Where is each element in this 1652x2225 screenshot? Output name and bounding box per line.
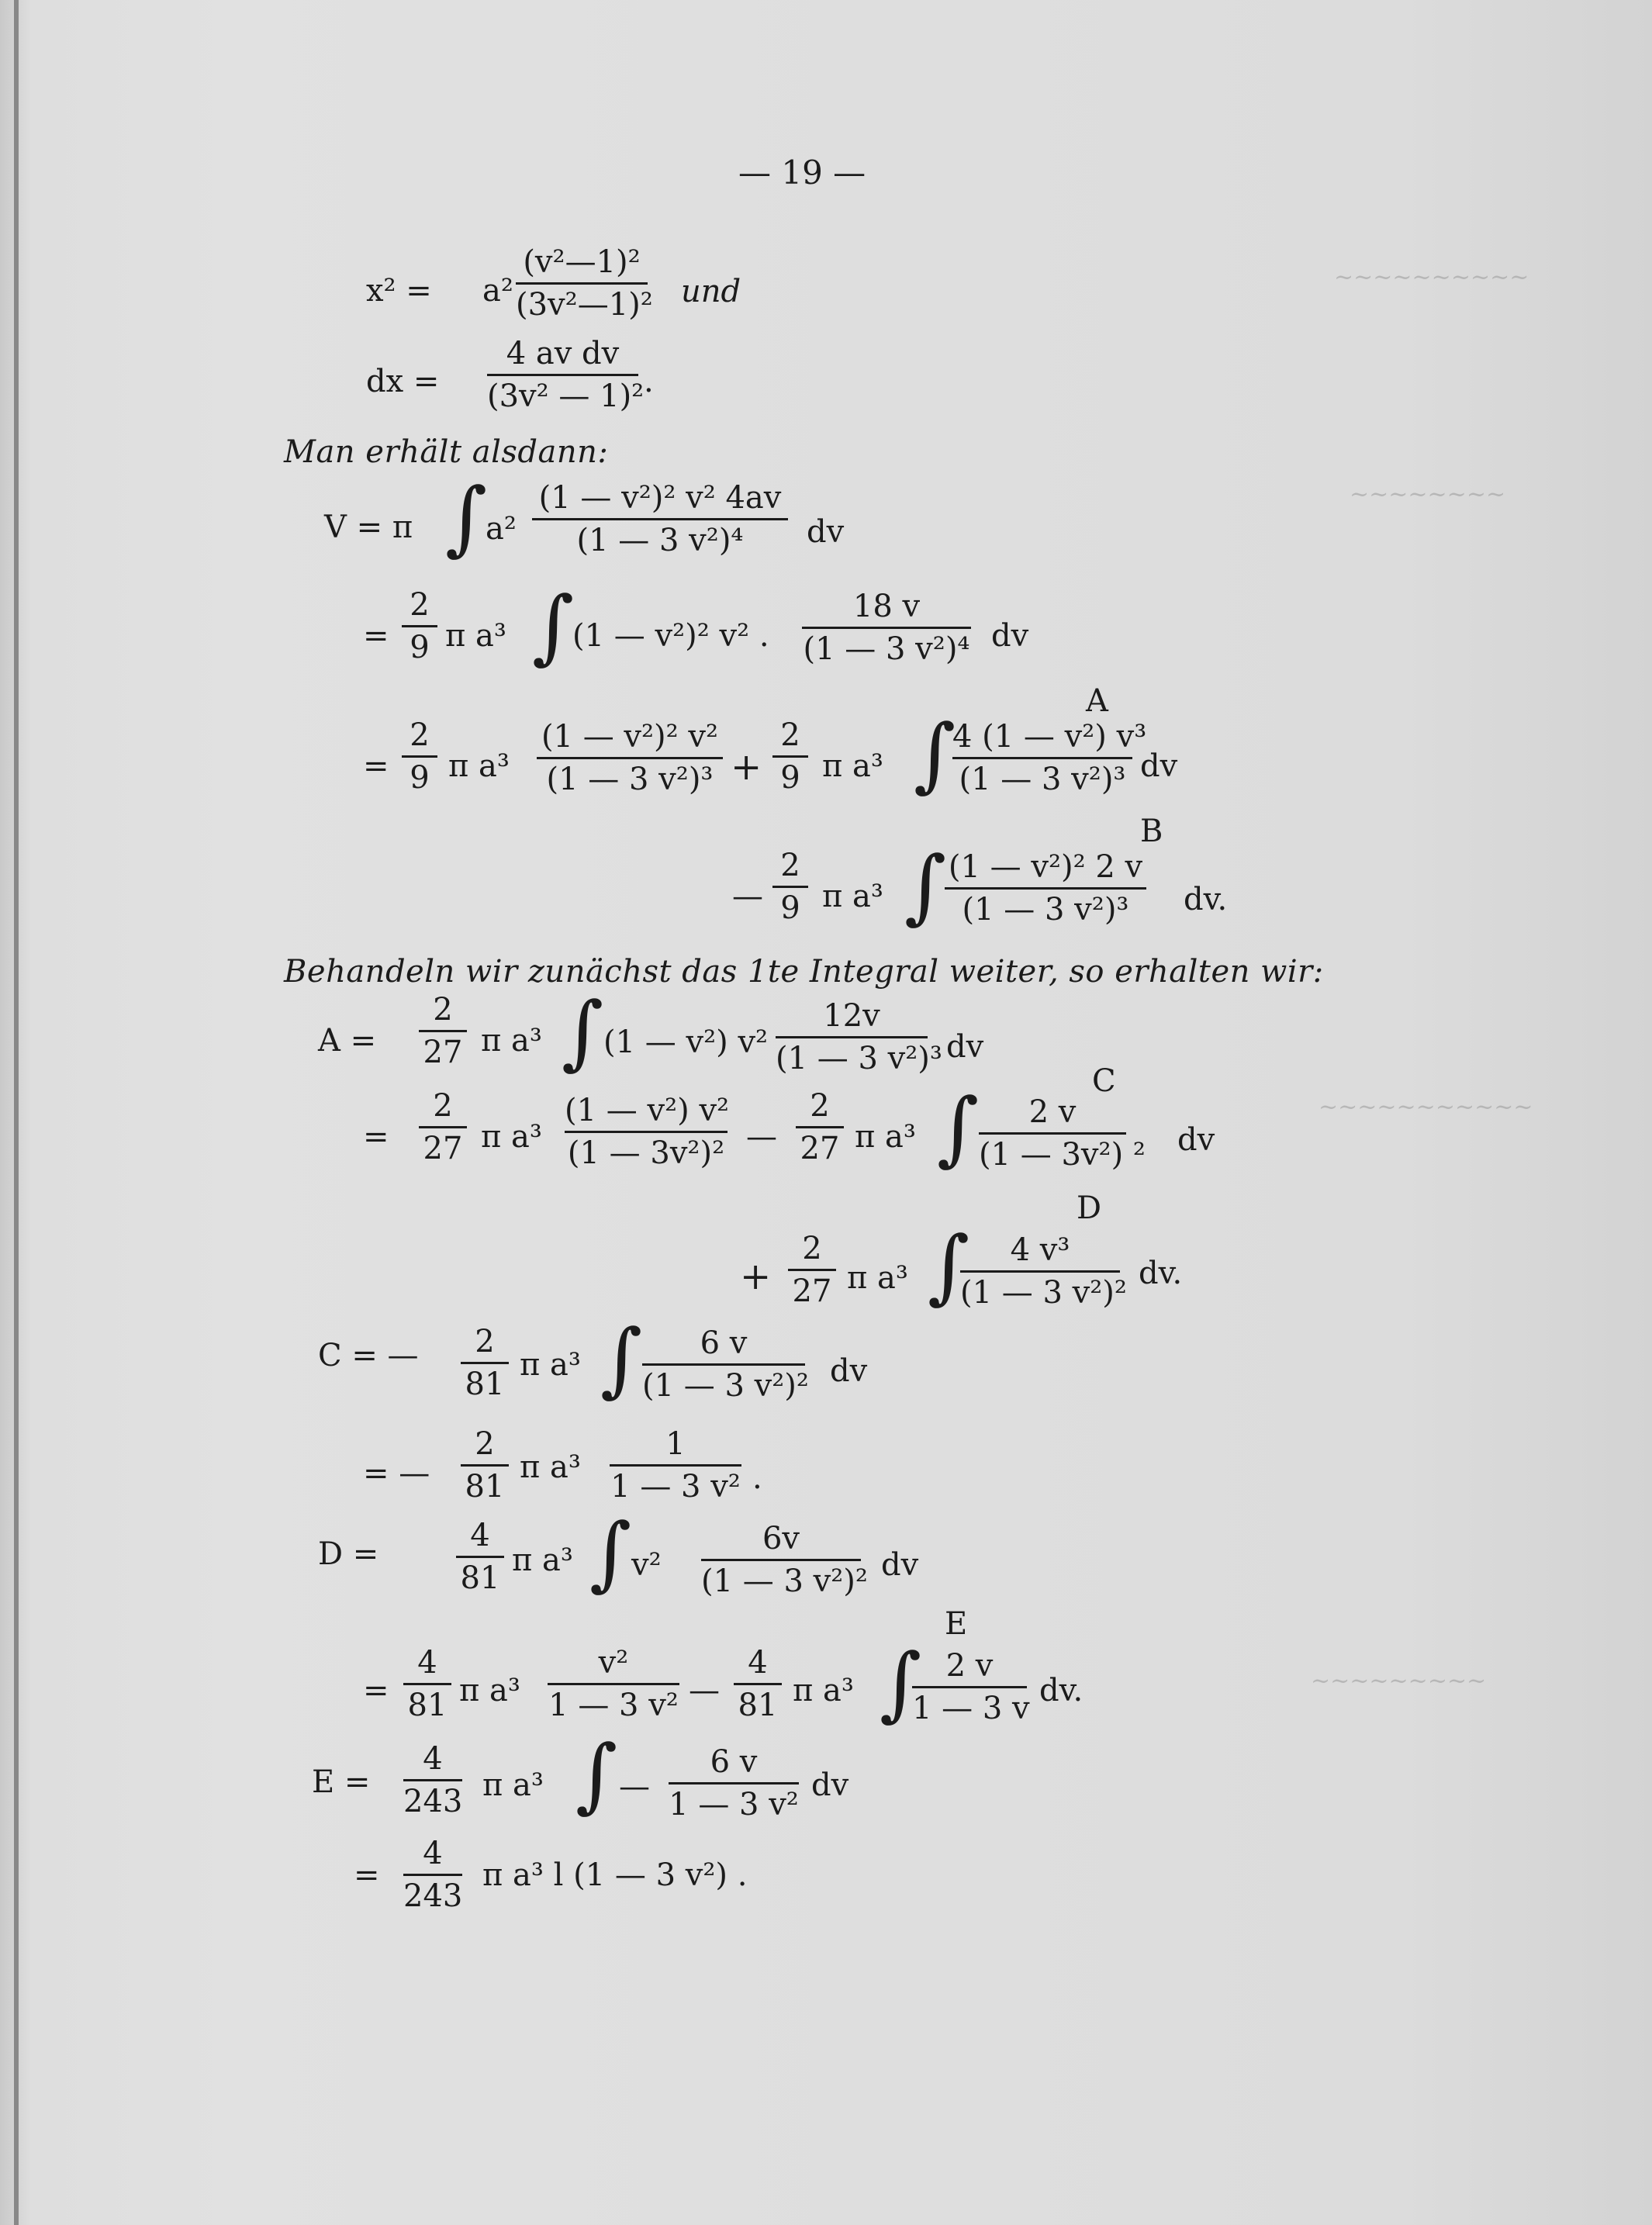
eqD1-mid: v² <box>631 1547 662 1583</box>
eqV1-fraction <box>532 482 788 556</box>
eqD2-coef: π a³ <box>459 1673 520 1708</box>
eqD2-factor-num: 4 <box>417 1645 437 1681</box>
eqE1-lhs: E = <box>312 1764 371 1800</box>
eqV4-dv: dv. <box>1184 882 1228 917</box>
label-B: B <box>1140 814 1163 849</box>
eqC2-numerator: 1 <box>665 1426 686 1462</box>
integral-sign: ∫ <box>600 1311 643 1406</box>
eqD2-dv: dv. <box>1039 1673 1083 1708</box>
eqC1-factor <box>461 1326 509 1400</box>
eqA1-lhs: A = <box>318 1023 377 1059</box>
eqV1-denominator: (1 — 3 v²)⁴ <box>532 518 788 556</box>
eqE2-factor-den: 243 <box>403 1874 462 1912</box>
eqC1-fraction <box>642 1325 809 1404</box>
eqV3-coef: π a³ <box>448 748 510 784</box>
eqA3-plus: + <box>740 1255 772 1298</box>
eqV3-denominator1: (1 — 3 v²)³ <box>537 757 723 795</box>
eq1-und: und <box>681 274 741 309</box>
bleed-through-text: ~~~~~~~~~~ <box>1334 264 1529 291</box>
integral-sign: ∫ <box>928 1218 970 1313</box>
eqV2-dv: dv <box>991 618 1029 654</box>
eqA2-minus: — <box>746 1119 777 1155</box>
label-E: E <box>945 1606 968 1642</box>
bleed-through-text: ~~~~~~~~~ <box>1311 1667 1487 1695</box>
eqA2-factor-num: 2 <box>433 1088 453 1124</box>
eqA3-fraction <box>960 1232 1127 1311</box>
eqA3-factor-num: 2 <box>802 1231 822 1266</box>
eqA2-factor2-num: 2 <box>810 1088 830 1124</box>
eqA2-factor2-den: 27 <box>796 1126 844 1164</box>
eqC2-coef: π a³ <box>520 1449 581 1485</box>
eqA2-numerator1: (1 — v²) v² <box>565 1093 730 1128</box>
eqV2-factor-den: 9 <box>402 625 437 663</box>
eqV2-mid: (1 — v²)² v² . <box>572 618 769 654</box>
eq2-lhs: dx = <box>366 364 440 399</box>
eqD2-minus: — <box>689 1673 720 1708</box>
bleed-through-text: ~~~~~~~~~~~ <box>1318 1093 1533 1121</box>
eqV4-fraction <box>945 849 1146 928</box>
eqC1-coef: π a³ <box>520 1347 581 1383</box>
eqV3-lhs: = <box>363 748 389 784</box>
eqA2-lhs: = <box>363 1119 389 1155</box>
eq1-lhs: x² = <box>366 273 432 309</box>
integral-sign: ∫ <box>937 1080 980 1175</box>
eqC2-end: . <box>752 1460 762 1496</box>
eqV2-numerator: 18 v <box>852 589 921 624</box>
eqV1-numerator: (1 — v²)² v² 4av <box>538 480 782 516</box>
eqE2-lhs: = <box>354 1857 380 1893</box>
eqV4-factor-den: 9 <box>772 886 808 924</box>
eqE1-dv: dv <box>811 1767 849 1803</box>
eqD1-coef: π a³ <box>512 1543 573 1578</box>
eqV2-denominator: (1 — 3 v²)⁴ <box>802 627 971 665</box>
integral-sign: ∫ <box>904 838 947 933</box>
eqA2-dv: dv <box>1177 1122 1215 1158</box>
eqD2-numerator2: 2 v <box>945 1648 994 1684</box>
eq1-fraction <box>516 244 653 323</box>
eq1-coef: a² <box>482 273 513 309</box>
eqV2-lhs: = <box>363 618 389 654</box>
eqD2-numerator1: v² <box>598 1645 629 1681</box>
eqV1-coef: a² <box>486 511 517 547</box>
eqV3-fraction2 <box>952 719 1147 797</box>
eqD2-denominator2: 1 — 3 v <box>912 1686 1027 1724</box>
eqA1-dv: dv <box>946 1029 984 1065</box>
bleed-through-text: ~~~~~~~~ <box>1350 481 1506 508</box>
eqC2-fraction <box>610 1426 741 1505</box>
eqV3-factor2 <box>772 717 808 796</box>
eqA3-coef: π a³ <box>847 1260 908 1296</box>
eq2-end: . <box>644 364 654 399</box>
eqV3-denominator2: (1 — 3 v²)³ <box>952 757 1132 795</box>
eqC2-factor-num: 2 <box>475 1426 495 1462</box>
eq2-fraction <box>487 336 645 414</box>
eqE1-factor-num: 4 <box>423 1741 443 1777</box>
eqC1-dv: dv <box>830 1353 868 1389</box>
eqA1-factor <box>419 994 467 1068</box>
eqC2-factor <box>461 1426 509 1505</box>
text-man-erhaelt: Man erhält alsdann: <box>284 434 609 470</box>
eqD2-coef2: π a³ <box>793 1673 854 1708</box>
eqA2-denominator2: (1 — 3v²) ² <box>979 1132 1126 1170</box>
eqV3-factor2-num: 2 <box>780 717 800 753</box>
eqD1-lhs: D = <box>318 1536 379 1572</box>
eqV2-factor <box>402 589 437 663</box>
eqA3-dv: dv. <box>1139 1256 1183 1291</box>
eqV1-dv: dv <box>807 514 845 550</box>
eqE2-rest: π a³ l (1 — 3 v²) . <box>482 1857 748 1893</box>
eqV4-factor-num: 2 <box>780 848 800 883</box>
eq2-numerator: 4 av dv <box>506 336 620 371</box>
eqC1-factor-den: 81 <box>461 1362 509 1400</box>
integral-sign: ∫ <box>914 707 956 801</box>
eqA1-factor-den: 27 <box>419 1030 467 1068</box>
eqC2-lhs: = — <box>363 1456 430 1491</box>
eqA1-factor-num: 2 <box>433 992 453 1028</box>
eqD1-factor <box>456 1520 504 1594</box>
eqA3-denominator: (1 — 3 v²)² <box>960 1270 1120 1308</box>
eqV3-dv: dv <box>1140 748 1178 784</box>
eqA3-factor <box>788 1233 836 1307</box>
eqD2-denominator1: 1 — 3 v² <box>548 1683 679 1721</box>
eqA2-denominator1: (1 — 3v²)² <box>565 1131 728 1169</box>
eqV2-fraction <box>802 591 971 665</box>
eqD2-factor2 <box>734 1647 782 1721</box>
eqD1-denominator: (1 — 3 v²)² <box>701 1559 861 1597</box>
eqV4-coef: π a³ <box>822 879 883 914</box>
eqV2-coef: π a³ <box>445 618 506 654</box>
label-D: D <box>1077 1190 1102 1226</box>
eqA1-coef: π a³ <box>481 1023 542 1059</box>
eqC1-lhs: C = — <box>318 1338 419 1373</box>
eqV3-coef2: π a³ <box>822 748 883 784</box>
eqA2-factor <box>419 1090 467 1164</box>
eqV3-factor-num: 2 <box>410 717 430 753</box>
eqV3-plus: + <box>731 745 762 789</box>
eqD1-fraction <box>701 1521 868 1599</box>
eqV3-numerator2: 4 (1 — v²) v³ <box>952 719 1147 755</box>
eqV3-factor-den: 9 <box>402 755 437 793</box>
eqA2-factor-den: 27 <box>419 1126 467 1164</box>
label-C: C <box>1092 1063 1116 1099</box>
eqC1-numerator: 6 v <box>700 1325 748 1361</box>
integral-sign: ∫ <box>575 1727 618 1822</box>
integral-sign: ∫ <box>589 1505 632 1600</box>
eqC2-factor-den: 81 <box>461 1464 509 1502</box>
eqA2-fraction1 <box>565 1095 728 1169</box>
integral-sign: ∫ <box>562 984 604 1079</box>
eqE1-factor-den: 243 <box>403 1779 462 1817</box>
eqD2-factor2-num: 4 <box>748 1645 768 1681</box>
eqD2-fraction1 <box>548 1647 679 1721</box>
eqD2-factor2-den: 81 <box>734 1683 782 1721</box>
eqV4-factor <box>772 850 808 924</box>
eqD2-factor <box>403 1647 451 1721</box>
eqD1-factor-den: 81 <box>456 1556 504 1594</box>
binding-edge <box>14 0 19 2225</box>
eqV3-factor <box>402 717 437 796</box>
eqV4-minus: — <box>732 879 763 914</box>
eq1-denominator: (3v²—1)² <box>516 282 648 320</box>
eqA1-numerator: 12v <box>823 998 880 1034</box>
eqV3-numerator1: (1 — v²)² v² <box>541 719 719 755</box>
eqA2-numerator2: 2 v <box>1028 1094 1077 1130</box>
eqE2-factor <box>403 1838 462 1912</box>
eqA2-factor2 <box>796 1090 844 1164</box>
eqA2-coef2: π a³ <box>855 1119 916 1155</box>
eqD1-factor-num: 4 <box>470 1518 490 1553</box>
eqE1-coef: π a³ <box>482 1767 544 1803</box>
eqC2-denominator: 1 — 3 v² <box>610 1464 741 1502</box>
eqA2-fraction2 <box>979 1094 1146 1173</box>
page-number: — 19 — <box>738 154 866 192</box>
integral-sign: ∫ <box>532 579 575 673</box>
eqC1-denominator: (1 — 3 v²)² <box>642 1363 805 1401</box>
eqA3-numerator: 4 v³ <box>1010 1232 1070 1268</box>
integral-sign: ∫ <box>445 470 488 565</box>
eqV4-numerator: (1 — v²)² 2 v <box>948 849 1143 885</box>
eqA1-denominator: (1 — 3 v²)³ <box>776 1036 928 1074</box>
eqD2-fraction2 <box>912 1648 1030 1726</box>
eqV1-lhs: V = π <box>324 510 413 545</box>
eqE1-fraction <box>669 1746 799 1820</box>
eqE1-denominator: 1 — 3 v² <box>669 1782 799 1820</box>
eqA2-coef: π a³ <box>481 1119 542 1155</box>
eq1-numerator: (v²—1)² <box>523 244 641 280</box>
eqD1-numerator: 6v <box>762 1521 800 1556</box>
eqE2-factor-num: 4 <box>423 1836 443 1871</box>
integral-sign: ∫ <box>880 1636 922 1730</box>
text-behandeln: Behandeln wir zunächst das 1te Integral weiter, so erhalten wir: <box>284 954 1324 990</box>
eq2-denominator: (3v² — 1)² <box>487 374 638 412</box>
eqV3-factor2-den: 9 <box>772 755 808 793</box>
eqE1-mid: — <box>619 1769 650 1805</box>
eqD2-factor-den: 81 <box>403 1683 451 1721</box>
label-A: A <box>1086 683 1108 719</box>
eqA1-mid: (1 — v²) v² <box>603 1024 769 1060</box>
eqD1-dv: dv <box>881 1547 919 1583</box>
eqV2-factor-num: 2 <box>410 587 430 623</box>
eqD2-lhs: = <box>363 1673 389 1708</box>
eqA1-fraction <box>776 998 942 1076</box>
eqC1-factor-num: 2 <box>475 1324 495 1360</box>
eqE1-factor <box>403 1743 462 1817</box>
eqV4-denominator: (1 — 3 v²)³ <box>945 887 1146 925</box>
eqV3-fraction1 <box>537 721 723 795</box>
eqA3-factor-den: 27 <box>788 1269 836 1307</box>
eqE1-numerator: 6 v <box>710 1744 758 1780</box>
